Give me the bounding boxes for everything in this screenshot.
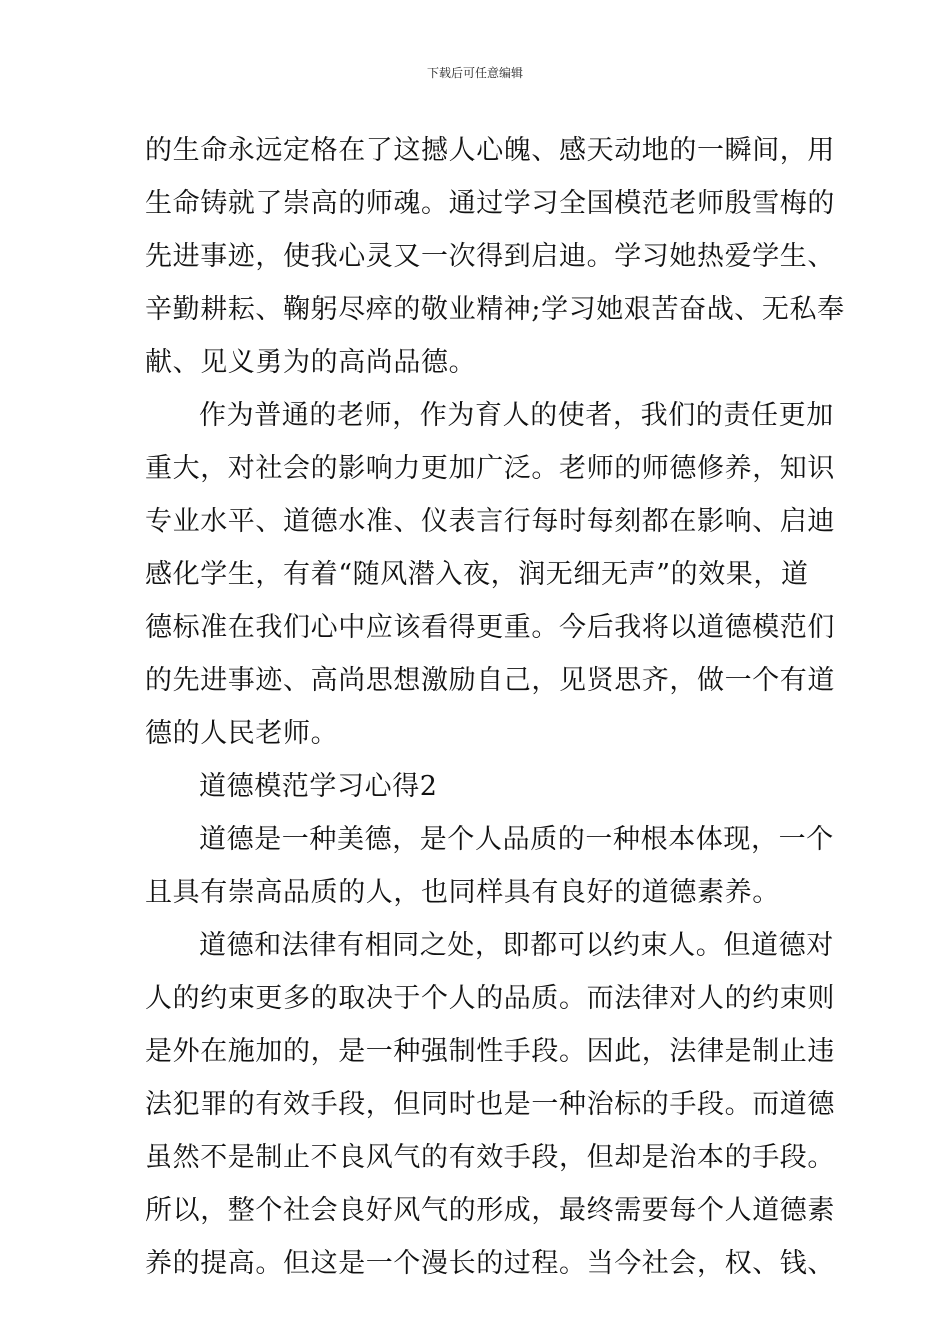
text-line: 的生命永远定格在了这撼人心魄、感天动地的一瞬间，用 [145, 135, 835, 166]
text-line: 养的提高。但这是一个漫长的过程。当今社会，权、钱、 [145, 1248, 835, 1279]
text-line: 献、见义勇为的高尚品德。 [145, 347, 477, 378]
text-line: 道德和法律有相同之处，即都可以约束人。但道德对 [199, 930, 834, 961]
text-line: 专业水平、道德水准、仪表言行每时每刻都在影响、启迪 [145, 506, 835, 537]
text-line: 重大，对社会的影响力更加广泛。老师的师德修养，知识 [145, 453, 835, 484]
text-line: 德标准在我们心中应该看得更重。今后我将以道德模范们 [145, 612, 835, 643]
text-line: 感化学生，有着“随风潜入夜，润无细无声”的效果，道 [145, 559, 809, 590]
text-line: 作为普通的老师，作为育人的使者，我们的责任更加 [199, 400, 834, 431]
text-line: 且具有崇高品质的人，也同样具有良好的道德素养。 [145, 877, 780, 908]
text-line: 生命铸就了崇高的师魂。通过学习全国模范老师殷雪梅的 [145, 188, 835, 219]
text-line: 所以，整个社会良好风气的形成，最终需要每个人道德素 [145, 1195, 835, 1226]
document-body [145, 124, 845, 1290]
text-line: 人的约束更多的取决于个人的品质。而法律对人的约束则 [145, 983, 835, 1014]
text-line: 虽然不是制止不良风气的有效手段，但却是治本的手段。 [145, 1142, 835, 1173]
text-line: 的先进事迹、高尚思想激励自己，见贤思齐，做一个有道 [145, 665, 835, 696]
section-heading: 道德模范学习心得2 [199, 771, 438, 802]
text-line: 德的人民老师。 [145, 718, 339, 749]
text-line: 法犯罪的有效手段，但同时也是一种治标的手段。而道德 [145, 1089, 835, 1120]
text-line: 辛勤耕耘、鞠躬尽瘁的敬业精神;学习她艰苦奋战、无私奉 [145, 294, 845, 325]
text-line: 先进事迹，使我心灵又一次得到启迪。学习她热爱学生、 [145, 241, 835, 272]
page-header: 下载后可任意编辑 [426, 66, 523, 80]
text-line: 是外在施加的，是一种强制性手段。因此，法律是制止违 [145, 1036, 835, 1067]
text-line: 道德是一种美德，是个人品质的一种根本体现，一个 [199, 824, 834, 855]
